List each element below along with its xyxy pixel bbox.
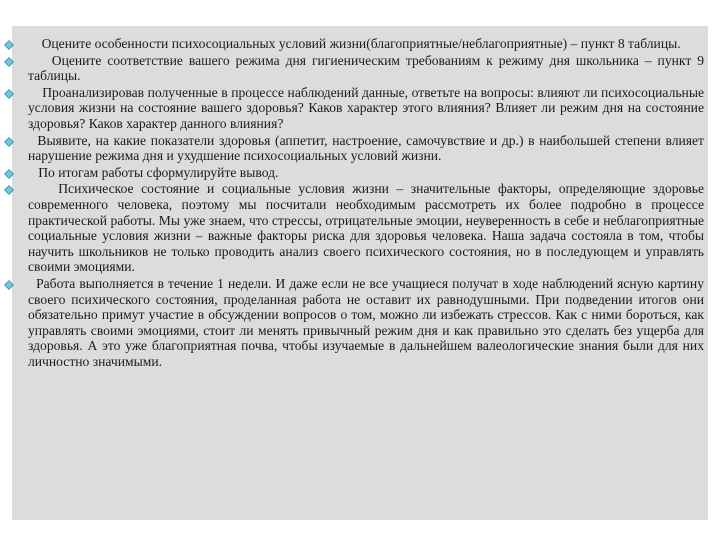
list-item-text: Выявите, на какие показатели здоровья (аппетит, настроение, самочувствие и др.) в наибольшей степени влияет нарушение режима дня и ухудшение психосоциальных условий жизни. <box>28 132 708 164</box>
list-item-text: По итогам работы сформулируйте вывод. <box>28 164 279 180</box>
diamond-bullet-icon <box>4 57 14 67</box>
diamond-bullet-icon <box>4 169 14 179</box>
list-item-text: Оцените соответствие вашего режима дня гигиеническим требованиям к режиму дня школьника – пункт 9 таблицы. <box>28 52 708 84</box>
list-item <box>0 36 720 52</box>
list-item <box>0 165 720 181</box>
list-item-text: Работа выполняется в течение 1 недели. И даже если не все учащиеся получат в ходе наблюдений ясную картину своего психического состояния, проделанная работа не оставит их равнодушными. При подведении итогов они обязательно примут участие в обсуждении вопросов о том, можно ли избежать стрессов. Как с ними бороться, как управлять своими эмоциями, стоит ли менять привычный режим дня и как правильно это сделать без ущерба для здоровья. А это уже благоприятная почва, чтобы изучаемые в дальнейшем валеологические знания были для них личностно значимыми. <box>28 275 708 369</box>
diamond-bullet-icon <box>4 137 14 147</box>
list-item-text: Оцените особенности психосоциальных условий жизни(благоприятные/неблагоприятные) – пункт 8 таблицы. <box>28 36 681 51</box>
diamond-bullet-icon <box>4 280 14 290</box>
list-item <box>0 85 720 132</box>
diamond-bullet-icon <box>4 40 14 50</box>
diamond-bullet-icon <box>4 185 14 195</box>
list-item <box>0 133 720 164</box>
list-item <box>0 276 720 370</box>
bullet-list <box>0 36 720 370</box>
list-item <box>0 181 720 275</box>
list-item-text: Проанализировав полученные в процессе наблюдений данные, ответьте на вопросы: влияют ли психосоциальные условия жизни на состояние вашего здоровья? Каков характер этого влияния? Влияет ли режим дня на состояние здоровья? Каков характер данного влияния? <box>28 84 708 131</box>
list-item-text: Психическое состояние и социальные условия жизни – значительные факторы, определяющие здоровье современного человека, поэтому мы посчитали необходимым рассмотреть их более подробно в процессе практической работы. Мы уже знаем, что стрессы, отрицательные эмоции, неуверенность в себе и неблагоприятные социальные условия жизни – важные факторы риска для здоровья человека. Наша задача состояла в том, чтобы научить школьников не только проводить анализ своего психического состояния, но в последующем и управлять своими эмоциями. <box>28 181 708 275</box>
diamond-bullet-icon <box>4 89 14 99</box>
list-item <box>0 53 720 84</box>
